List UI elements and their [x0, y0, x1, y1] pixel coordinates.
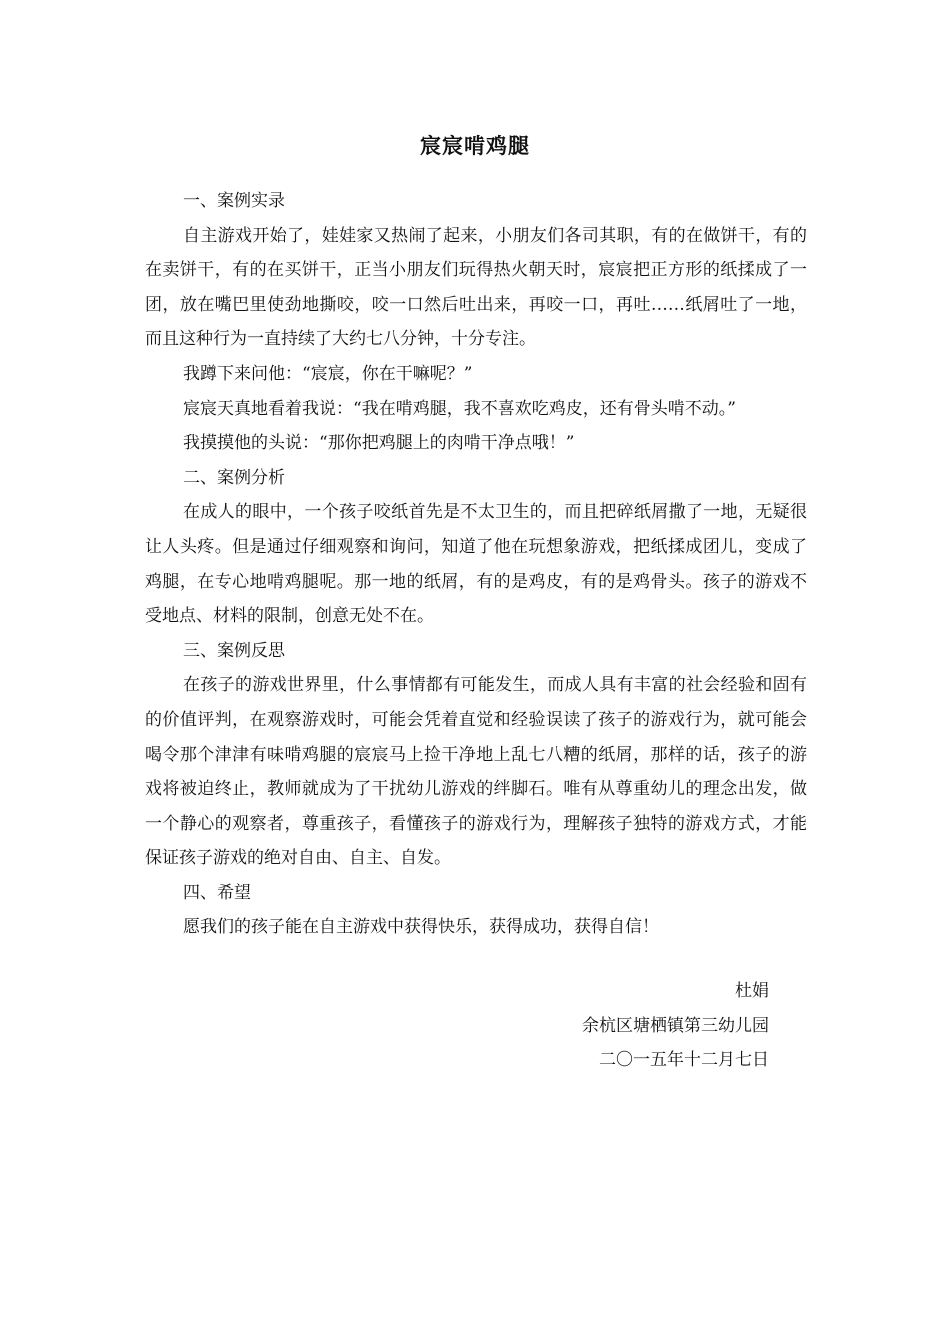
section-heading-reflection: 三、案例反思 [183, 640, 285, 661]
signature-school: 余杭区塘栖镇第三幼儿园 [582, 1015, 769, 1036]
document-title: 宸宸啃鸡腿 [420, 134, 530, 158]
section-heading-hope: 四、希望 [183, 882, 251, 903]
paragraph-reflection: 在孩子的游戏世界里，什么事情都有可能发生，而成人具有丰富的社会经验和固有的价值评判，在观察游戏时，可能会凭着直觉和经验误读了孩子的游戏行为，就可能会喝令那个津津有味啃鸡腿的宸宸马上捡干净地上乱七八糟的纸屑，那样的话，孩子的游戏将被迫终止，教师就成为了干扰幼儿游戏的绊脚石。唯有从尊重幼儿的理念出发，做一个静心的观察者，尊重孩子，看懂孩子的游戏行为，理解孩子独特的游戏方式，才能保证孩子游戏的绝对自由、自主、自发。 [145, 675, 807, 869]
paragraph-hope: 愿我们的孩子能在自主游戏中获得快乐，获得成功，获得自信！ [183, 917, 659, 938]
paragraph-analysis: 在成人的眼中，一个孩子咬纸首先是不太卫生的，而且把碎纸屑撒了一地，无疑很让人头疼。但是通过仔细观察和询问，知道了他在玩想象游戏，把纸揉成团儿，变成了鸡腿，在专心地啃鸡腿呢。那一地的纸屑，有的是鸡皮，有的是鸡骨头。孩子的游戏不受地点、材料的限制，创意无处不在。 [145, 502, 807, 627]
signature-author: 杜娟 [735, 981, 769, 1001]
section-heading-analysis: 二、案例分析 [183, 467, 285, 488]
signature-block [582, 974, 769, 1078]
paragraph-record-1: 自主游戏开始了，娃娃家又热闹了起来，小朋友们各司其职，有的在做饼干，有的在卖饼干，有的在买饼干，正当小朋友们玩得热火朝天时，宸宸把正方形的纸揉成了一团，放在嘴巴里使劲地撕咬，咬一口然后吐出来，再咬一口，再吐……纸屑吐了一地，而且这种行为一直持续了大约七八分钟，十分专注。 [145, 225, 807, 350]
paragraph-record-3: 宸宸天真地看着我说：“我在啃鸡腿，我不喜欢吃鸡皮，还有骨头啃不动。” [183, 398, 736, 419]
signature-date: 二〇一五年十二月七日 [599, 1050, 769, 1071]
paragraph-record-2: 我蹲下来问他：“宸宸，你在干嘛呢？” [183, 363, 473, 384]
paragraph-record-4: 我摸摸他的头说：“那你把鸡腿上的肉啃干净点哦！” [183, 433, 575, 454]
document-body [145, 184, 807, 945]
section-heading-record: 一、案例实录 [183, 191, 285, 211]
